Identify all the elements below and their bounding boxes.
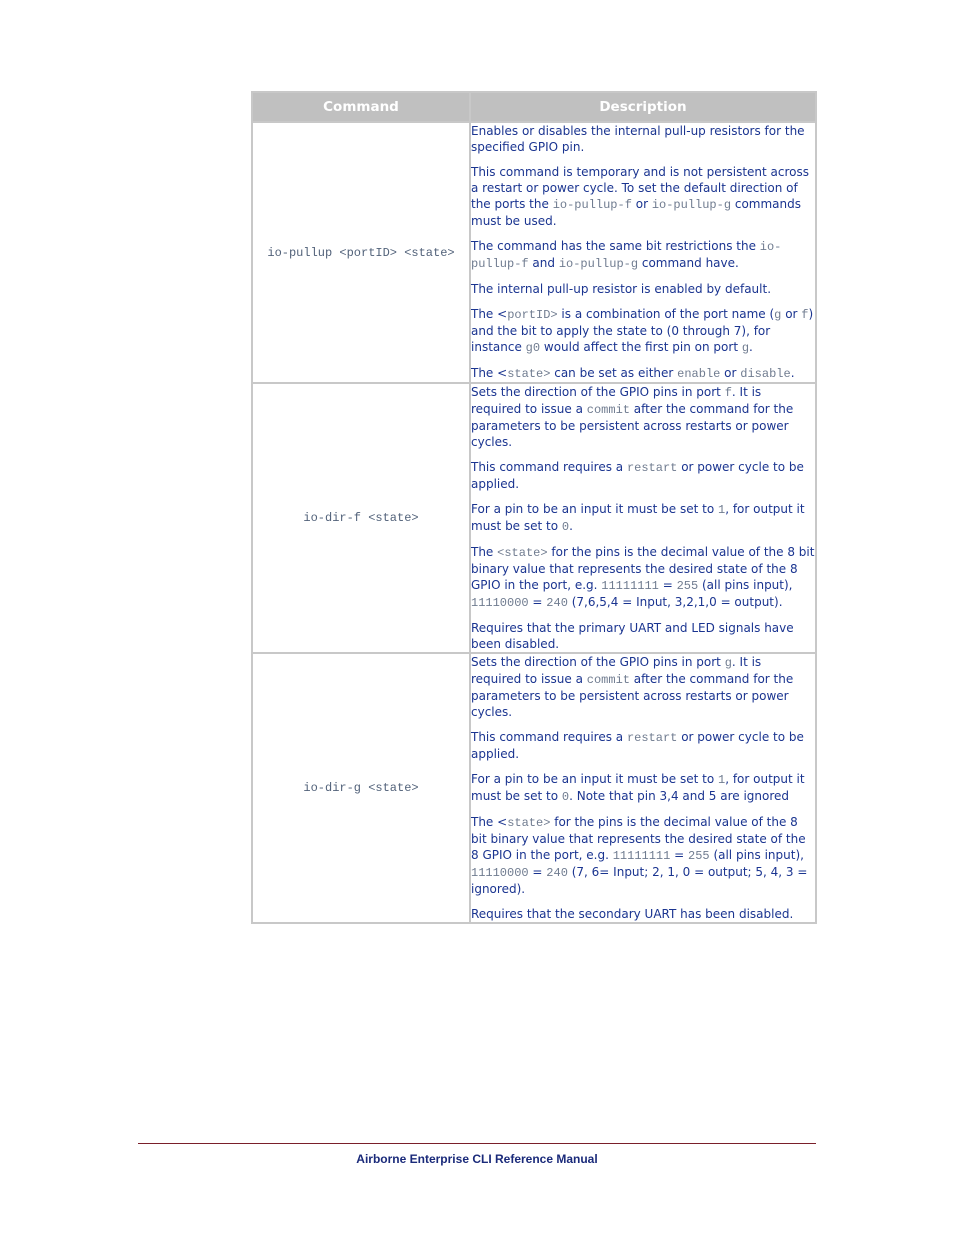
text-run: command have. [638,256,739,270]
code-text: 0 [561,790,570,804]
text-run: or power cycle to be applied. [471,460,804,491]
text-run: This command requires a [471,730,627,744]
text-run: is a combination of the port name ( [557,307,775,321]
code-text: 255 [676,579,699,593]
code-text: disable [740,367,791,381]
code-text: f [801,308,809,322]
code-text: io-pullup-g [558,257,639,271]
text-run: or [631,197,652,211]
description-paragraph [471,814,815,897]
code-text: 1 [717,503,726,517]
text-run: Requires that the primary UART and LED signals have been disabled. [471,621,794,651]
text-run: . [790,366,795,380]
command-table [251,91,817,924]
code-text: 240 [546,866,568,880]
text-run: Sets the direction of the GPIO pins in port [471,655,725,669]
code-text: f [724,386,732,400]
code-text: enable [677,367,721,381]
text-run: or [720,366,741,380]
text-run: and [528,256,559,270]
text-run: (7,6,5,4 = Input, 3,2,1,0 = output). [567,595,783,609]
table-body [252,122,816,923]
text-run: after the command for the parameters to be persistent across restarts or power cycles. [471,402,794,449]
code-text: g [774,308,782,322]
text-run: ) and the bit to apply the state to (0 through 7), for instance [471,307,814,354]
footer-divider [138,1143,816,1144]
code-text: 11110000 [471,866,529,880]
table-row [252,653,816,923]
description-cell [470,653,816,923]
text-run: (7, 6= Input; 2, 1, 0 = output; 5, 4, 3 = ignored). [471,865,808,896]
code-text: io-pullup-g [651,198,732,212]
table-row [252,383,816,653]
description-paragraph [471,238,815,272]
text-run: , for output it must be set to [471,772,805,803]
text-run: for the pins is the decimal value of the 8 bit binary value that represents the desired state of the 8 GPIO in the port, e.g. [471,815,806,862]
code-text: <state> [497,546,548,560]
text-run: Enables or disables the internal pull-up resistors for the specified GPIO pin. [471,124,805,154]
code-text: io-pullup-f [471,240,782,271]
text-run: . [569,519,573,533]
text-run: commands must be used. [471,197,801,228]
text-run: . [749,340,753,354]
text-run: can be set as either [550,366,678,380]
text-run: = [528,865,547,879]
code-text: 1 [717,773,726,787]
text-run: would affect the first pin on port [540,340,742,354]
text-run: The [471,545,498,559]
description-paragraph [471,729,815,762]
description-paragraph [471,384,815,450]
text-run: = [658,578,677,592]
text-run: This command is temporary and is not persistent across a restart or power cycle. To set the default direction of the ports the [471,165,810,211]
text-run: The < [471,307,508,321]
code-text: io-pullup-f [552,198,632,212]
table-row [252,122,816,383]
text-run: The < [471,815,508,829]
code-text: state> [507,367,551,381]
code-text: g [741,341,750,355]
code-text: 255 [688,849,710,863]
description-paragraph [471,544,815,611]
code-text: state> [507,816,551,830]
header-description: Description [470,92,816,122]
text-run: (all pins input), [698,578,793,592]
code-text: 11110000 [471,596,529,610]
description-paragraph [471,501,815,535]
code-text: commit [586,403,630,417]
description-paragraph [471,906,815,922]
description-paragraph [471,459,815,492]
description-paragraph [471,654,815,720]
description-paragraph [471,281,815,297]
description-paragraph [471,365,815,382]
header-command: Command [252,92,470,122]
command-cell: io-dir-f <state> [252,383,470,653]
description-paragraph [471,771,815,805]
code-text: restart [626,461,678,475]
code-text: g0 [525,341,541,355]
text-run: , for output it must be set to [471,502,805,533]
text-run: . It is required to issue a [471,655,762,686]
text-run: . Note that pin 3,4 and 5 are ignored [569,789,790,803]
text-run: The < [471,366,508,380]
code-text: 240 [546,596,568,610]
text-run: after the command for the parameters to be persistent across restarts or power cycles. [471,672,794,719]
text-run: The internal pull-up resistor is enabled by default. [471,282,772,296]
text-run: Requires that the secondary UART has been disabled. [471,907,794,921]
text-run: (all pins input), [709,848,804,862]
description-paragraph [471,123,815,155]
code-text: g [724,656,732,670]
text-run: The command has the same bit restrictions the [471,239,760,253]
code-text: portID> [507,308,558,322]
text-run: for the pins is the decimal value of the 8 bit binary value that represents the desired state of the 8 GPIO in the port, e.g. [471,545,815,592]
text-run: This command requires a [471,460,627,474]
code-text: 11111111 [612,849,671,863]
code-text: 0 [561,520,570,534]
text-run: or power cycle to be applied. [471,730,804,761]
text-run: Sets the direction of the GPIO pins in port [471,385,725,399]
command-cell: io-dir-g <state> [252,653,470,923]
command-cell: io-pullup <portID> <state> [252,122,470,383]
header-row [252,92,816,122]
text-run: = [528,595,547,609]
text-run: For a pin to be an input it must be set to [471,772,718,786]
text-run: or [781,307,802,321]
code-text: restart [626,731,678,745]
text-run: For a pin to be an input it must be set to [471,502,718,516]
description-paragraph [471,164,815,229]
description-cell [470,122,816,383]
text-run: . It is required to issue a [471,385,762,416]
text-run: = [670,848,689,862]
description-cell [470,383,816,653]
code-text: commit [586,673,630,687]
description-paragraph [471,306,815,356]
footer-title: Airborne Enterprise CLI Reference Manual [356,1152,598,1166]
code-text: 11111111 [601,579,659,593]
description-paragraph [471,620,815,652]
